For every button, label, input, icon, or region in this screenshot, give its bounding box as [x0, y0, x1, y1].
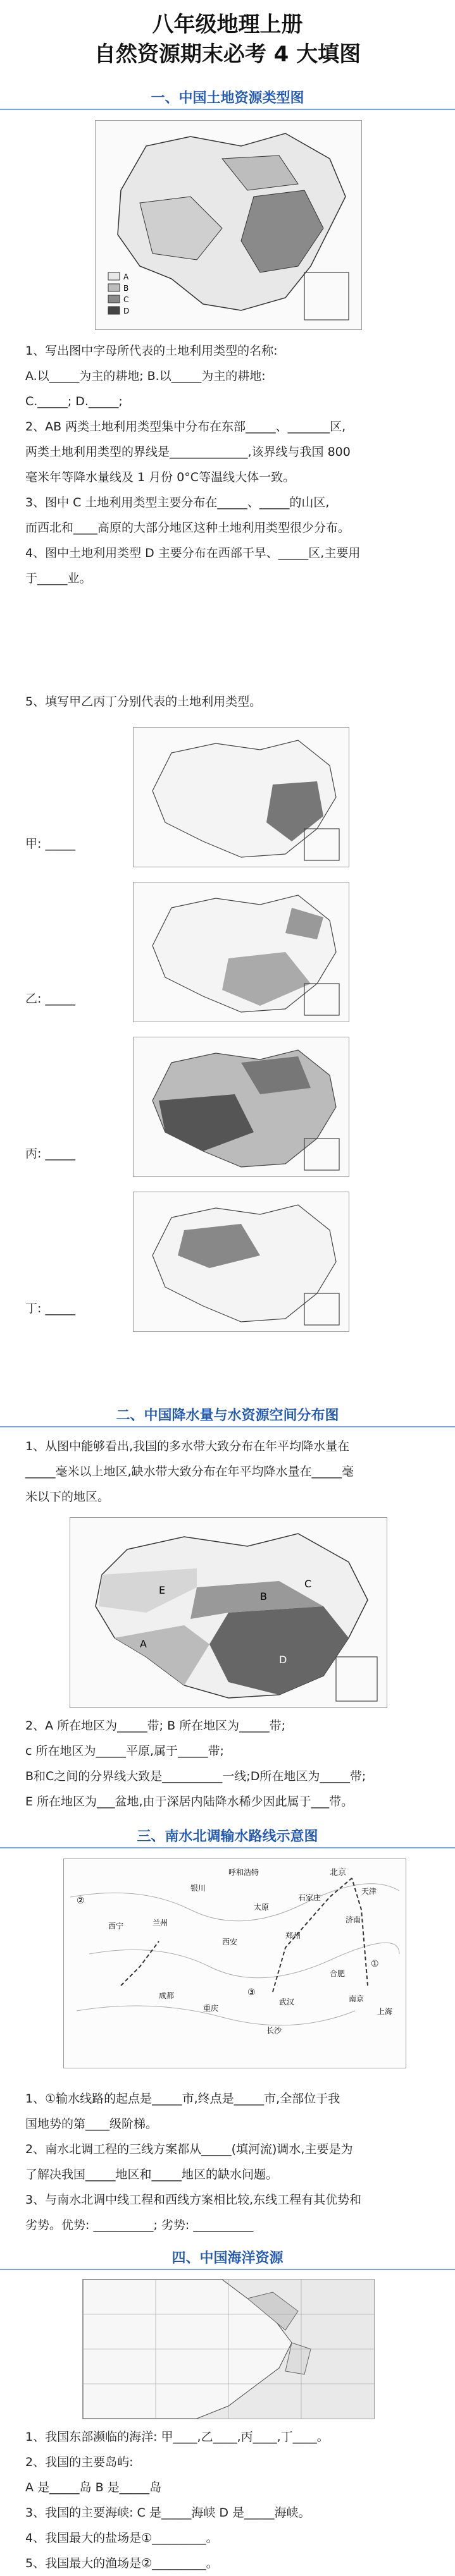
s1-q-line: 而西北和____高原的大部分地区这种土地利用类型很少分布。 — [25, 521, 351, 535]
s3-q-line: 1、①输水线路的起点是_____市,终点是_____市,全部位于我 — [25, 2092, 340, 2106]
s4-q-line: A 是_____岛 B 是_____岛 — [25, 2481, 162, 2494]
svg-text:北京: 北京 — [330, 1868, 347, 1877]
svg-text:西宁: 西宁 — [108, 1922, 124, 1931]
svg-text:E: E — [159, 1584, 166, 1596]
land-use-map — [95, 120, 362, 330]
section4-heading: 四、中国海洋资源 — [171, 2250, 284, 2266]
svg-text:B: B — [123, 284, 129, 293]
s1-q-line: A.以_____为主的耕地; B.以_____为主的耕地: — [25, 369, 266, 383]
svg-text:B: B — [260, 1590, 267, 1602]
s2-q2-line: 2、A 所在地区为_____带; B 所在地区为_____带; — [25, 1719, 286, 1733]
section1-divider — [0, 109, 455, 110]
section3-heading: 三、南水北调输水路线示意图 — [137, 1829, 318, 1845]
s4-q-line: 4、我国最大的盐场是①_________。 — [25, 2531, 218, 2545]
section2-divider — [0, 1426, 455, 1427]
section4-divider — [0, 2269, 455, 2270]
section2-questions-1 — [25, 1434, 430, 1510]
submap-bing — [133, 1037, 349, 1177]
section3-questions — [25, 2086, 430, 2238]
svg-text:上海: 上海 — [377, 2007, 393, 2016]
precipitation-map — [70, 1517, 387, 1708]
svg-text:重庆: 重庆 — [203, 2004, 219, 2013]
svg-text:③: ③ — [247, 1987, 256, 1998]
svg-text:济南: 济南 — [346, 1915, 361, 1924]
s1-q-line: 2、AB 两类土地利用类型集中分布在东部_____、_______区, — [25, 420, 346, 434]
label-bing: 丙: _____ — [25, 1147, 75, 1161]
svg-text:武汉: 武汉 — [279, 1998, 295, 2006]
svg-text:南京: 南京 — [349, 1994, 365, 2003]
svg-text:C: C — [304, 1578, 312, 1590]
svg-text:①: ① — [371, 1959, 379, 1969]
s3-q-line: 3、与南水北调中线工程和西线方案相比较,东线工程有其优势和 — [25, 2193, 362, 2207]
svg-text:A: A — [140, 1638, 147, 1650]
title-line-1: 八年级地理上册 — [152, 12, 303, 37]
svg-text:长沙: 长沙 — [266, 2026, 282, 2035]
title-line-2: 自然资源期末必考 4 大填图 — [94, 41, 361, 67]
svg-text:太原: 太原 — [254, 1903, 270, 1912]
s3-q-line: 劣势。优势: __________; 劣势: __________ — [25, 2218, 254, 2232]
s4-q-line: 1、我国东部濒临的海洋: 甲____,乙____,丙____,丁____。 — [25, 2430, 329, 2444]
svg-text:合肥: 合肥 — [330, 1969, 346, 1978]
section1-heading: 一、中国土地资源类型图 — [151, 90, 304, 106]
s2-q-line: 米以下的地区。 — [25, 1490, 110, 1504]
svg-text:②: ② — [77, 1896, 85, 1906]
s2-q-line: 1、从图中能够看出,我国的多水带大致分布在年平均降水量在 — [25, 1439, 350, 1453]
svg-text:石家庄: 石家庄 — [298, 1893, 321, 1902]
s1-q-line: 毫米年等降水量线及 1 月份 0°C等温线大体一致。 — [25, 470, 296, 484]
s2-q2-line: c 所在地区为_____平原,属于_____带; — [25, 1744, 224, 1758]
s3-q-line: 2、南水北调工程的三线方案都从_____(填河流)调水,主要是为 — [25, 2142, 353, 2156]
label-jia: 甲: _____ — [25, 837, 75, 851]
s3-q-line: 了解决我国_____地区和_____地区的缺水问题。 — [25, 2168, 278, 2182]
s1-q-line: C._____; D._____; — [25, 394, 123, 408]
map-legend — [108, 272, 129, 315]
svg-text:C: C — [123, 295, 129, 304]
submap-yi — [133, 882, 349, 1022]
section2-questions-2 — [25, 1713, 430, 1814]
section4-questions — [25, 2424, 430, 2576]
s4-q-line: 3、我国的主要海峡: C 是_____海峡 D 是_____海峡。 — [25, 2506, 311, 2520]
section2-heading: 二、中国降水量与水资源空间分布图 — [116, 1408, 339, 1424]
s1-q-line: 1、写出图中字母所代表的土地利用类型的名称: — [25, 344, 278, 358]
svg-text:A: A — [123, 272, 129, 281]
section1-questions — [25, 338, 430, 591]
label-yi: 乙: _____ — [25, 992, 75, 1006]
s2-q2-line: B和C之间的分界线大致是__________一线;D所在地区为_____带; — [25, 1769, 366, 1783]
svg-text:郑州: 郑州 — [285, 1931, 301, 1940]
svg-text:D: D — [279, 1654, 287, 1666]
svg-text:呼和浩特: 呼和浩特 — [228, 1868, 259, 1877]
svg-text:西安: 西安 — [222, 1938, 238, 1946]
ocean-resources-map — [82, 2279, 375, 2419]
s1-q-line: 3、图中 C 土地利用类型主要分布在_____、_____的山区, — [25, 496, 330, 510]
svg-text:兰州: 兰州 — [153, 1919, 168, 1927]
svg-text:D: D — [123, 307, 130, 315]
s4-q-line: 5、我国最大的渔场是②_________。 — [25, 2556, 218, 2570]
svg-text:成都: 成都 — [159, 1991, 175, 2000]
s3-q-line: 国地势的第____级阶梯。 — [25, 2117, 158, 2131]
section1-q5: 5、填写甲乙丙丁分别代表的土地利用类型。 — [25, 695, 262, 709]
s4-q-line: 2、我国的主要岛屿: — [25, 2455, 134, 2469]
svg-text:银川: 银川 — [190, 1884, 206, 1893]
submap-ding — [133, 1192, 349, 1332]
s1-q-line: 4、图中土地利用类型 D 主要分布在西部干旱、_____区,主要用 — [25, 546, 361, 560]
label-ding: 丁: _____ — [25, 1302, 75, 1315]
s2-q2-line: E 所在地区为___盆地,由于深居内陆降水稀少因此属于___带。 — [25, 1795, 354, 1809]
south-north-water-map — [63, 1859, 406, 2068]
svg-text:天津: 天津 — [361, 1887, 377, 1896]
s1-q-line: 两类土地利用类型的界线是_____________,该界线与我国 800 — [25, 445, 351, 459]
s1-q-line: 于_____业。 — [25, 571, 92, 585]
s2-q-line: _____毫米以上地区,缺水带大致分布在年平均降水量在_____毫 — [25, 1465, 354, 1479]
section3-divider — [0, 1847, 455, 1848]
submap-jia — [133, 727, 349, 867]
